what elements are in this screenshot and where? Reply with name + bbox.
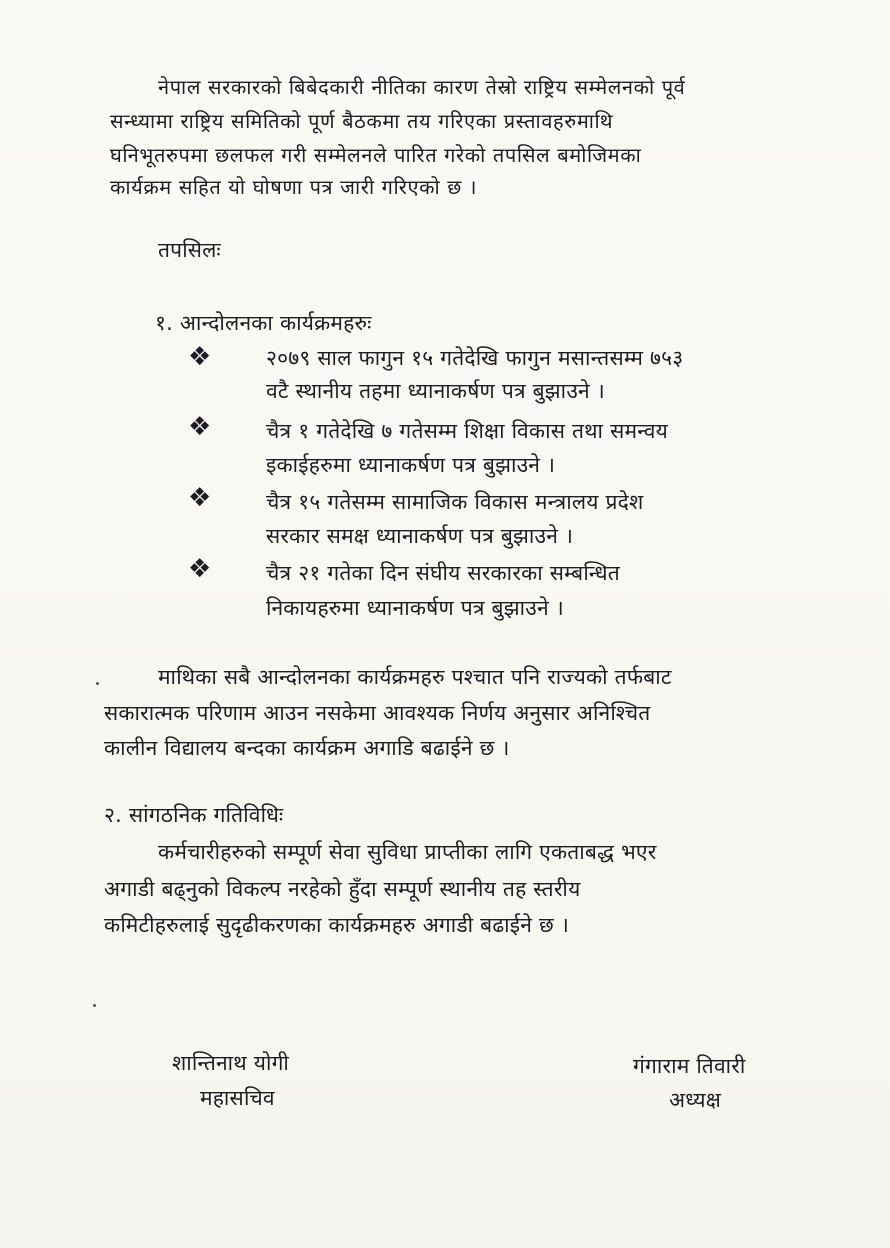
signature-left-name: शान्तिनाथ योगी bbox=[172, 1051, 290, 1075]
signature-right-name: गंगाराम तिवारी bbox=[633, 1054, 746, 1078]
scan-speck bbox=[93, 1004, 96, 1007]
bullet-item-4-line-2: निकायहरुमा ध्यानाकर्षण पत्र बुझाउने । bbox=[266, 596, 564, 620]
section1-closing-line-3: कालीन विद्यालय बन्दका कार्यक्रम अगाडि बढाईने छ । bbox=[104, 736, 510, 760]
intro-line-1: नेपाल सरकारको बिबेदकारी नीतिका कारण तेस्रो राष्ट्रिय सम्मेलनको पूर्व bbox=[158, 75, 686, 99]
diamond-bullet-icon: ❖ bbox=[188, 412, 212, 442]
bullet-item-2-line-2: इकाईहरुमा ध्यानाकर्षण पत्र बुझाउने । bbox=[266, 453, 556, 477]
diamond-bullet-icon: ❖ bbox=[188, 342, 212, 372]
section1-heading: १. आन्दोलनका कार्यक्रमहरुः bbox=[155, 311, 372, 335]
intro-line-4: कार्यक्रम सहित यो घोषणा पत्र जारी गरिएको छ । bbox=[110, 175, 478, 199]
section1-closing-line-2: सकारात्मक परिणाम आउन नसकेमा आवश्यक निर्णय अनुसार अनिश्चित bbox=[104, 701, 651, 725]
bullet-item-1-line-2: वटै स्थानीय तहमा ध्यानाकर्षण पत्र बुझाउने । bbox=[266, 379, 605, 403]
scan-speck bbox=[96, 682, 99, 685]
section2-line-3: कमिटीहरुलाई सुदृढीकरणका कार्यक्रमहरु अगाडी बढाईने छ । bbox=[104, 913, 569, 937]
section1-closing-line-1: माथिका सबै आन्दोलनका कार्यक्रमहरु पश्चात पनि राज्यको तर्फबाट bbox=[158, 665, 672, 689]
bullet-item-4-line-1: चैत्र २१ गतेका दिन संघीय सरकारका सम्बन्धित bbox=[266, 561, 620, 585]
intro-line-3: घनिभूतरुपमा छलफल गरी सम्मेलनले पारित गरेको तपसिल बमोजिमका bbox=[110, 143, 642, 167]
signature-left-title: महासचिव bbox=[200, 1086, 275, 1110]
section2-line-2: अगाडी बढ्नुको विकल्प नरहेको हुँदा सम्पूर्ण स्थानीय तह स्तरीय bbox=[104, 877, 581, 901]
diamond-bullet-icon: ❖ bbox=[188, 483, 212, 513]
intro-line-2: सन्ध्यामा राष्ट्रिय समितिको पूर्ण बैठकमा तय गरिएका प्रस्तावहरुमाथि bbox=[110, 109, 614, 133]
bullet-item-3-line-1: चैत्र १५ गतेसम्म सामाजिक विकास मन्त्रालय प्रदेश bbox=[266, 490, 644, 514]
signature-right-title: अध्यक्ष bbox=[669, 1088, 721, 1112]
schedule-label: तपसिलः bbox=[158, 238, 221, 262]
diamond-bullet-icon: ❖ bbox=[188, 554, 212, 584]
section2-line-1: कर्मचारीहरुको सम्पूर्ण सेवा सुविधा प्राप्तीका लागि एकताबद्ध भएर bbox=[158, 840, 657, 864]
section2-heading: २. सांगठनिक गतिविधिः bbox=[104, 803, 284, 827]
bullet-item-1-line-1: २०७९ साल फागुन १५ गतेदेखि फागुन मसान्तसम्म ७५३ bbox=[266, 346, 684, 370]
bullet-item-2-line-1: चैत्र १ गतेदेखि ७ गतेसम्म शिक्षा विकास तथा समन्वय bbox=[266, 419, 668, 443]
bullet-item-3-line-2: सरकार समक्ष ध्यानाकर्षण पत्र बुझाउने । bbox=[266, 524, 574, 548]
